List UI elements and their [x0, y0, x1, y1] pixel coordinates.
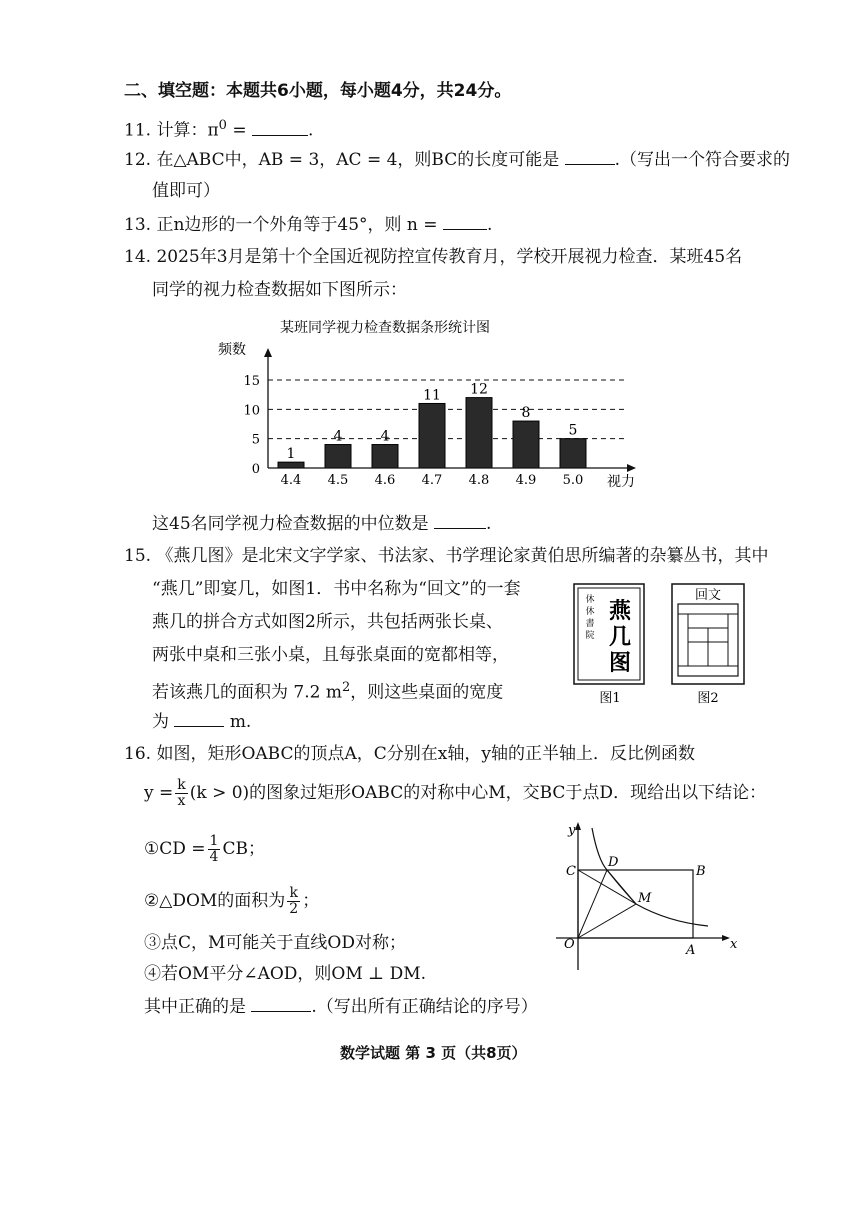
bar-4.9	[513, 421, 539, 468]
x-axis-arrow	[722, 935, 730, 941]
bar-4.8	[466, 398, 492, 468]
answer-blank[interactable]	[174, 710, 224, 727]
figure-2-label: 图2	[697, 691, 719, 706]
q15-line5-a: 若该燕几的面积为 7.2 m	[152, 682, 342, 703]
label-o: O	[564, 937, 575, 952]
question-number: 12.	[124, 150, 152, 170]
question-15	[124, 545, 768, 567]
numerator: k	[177, 777, 186, 793]
q14-question	[152, 512, 491, 535]
answer-blank[interactable]	[434, 512, 486, 529]
label-m: M	[638, 891, 652, 906]
q14-line2: 同学的视力检查数据如下图所示：	[152, 280, 407, 300]
q15-line1: 《燕几图》是北宋文字学家、书法家、书学理论家黄伯思所编著的杂纂丛书，其中	[156, 546, 769, 566]
numerator: k	[287, 886, 300, 902]
y-axis-arrow	[575, 822, 581, 830]
chart-title: 某班同学视力检查数据条形统计图	[280, 320, 490, 336]
q16-y-eq: y =	[144, 783, 174, 803]
x-axis-arrow	[627, 464, 636, 472]
q16-answer-a: 其中正确的是	[144, 997, 246, 1017]
q16-answer	[144, 995, 538, 1018]
bar-4.4	[278, 462, 304, 468]
bar-4.5	[325, 445, 351, 468]
figure-1-title-char-3: 图	[608, 650, 632, 676]
x-tick-label-4.8: 4.8	[468, 473, 490, 488]
figure-1-title-char-1: 燕	[608, 598, 632, 624]
c2-a: ②△DOM的面积为	[144, 891, 286, 911]
q12-line1: 在△ABC中，AB = 3，AC = 4，则BC的长度可能是	[156, 150, 560, 170]
bar-5.0	[560, 439, 586, 468]
question-13	[124, 213, 492, 236]
y-axis-arrow	[264, 348, 272, 357]
answer-blank[interactable]	[443, 213, 487, 230]
figure-1-side-1: 休	[585, 595, 595, 605]
q11-exponent: 0	[218, 118, 227, 133]
q15-unit: m.	[229, 712, 252, 732]
figure-2	[668, 580, 748, 710]
q16-line1: 如图，矩形OABC的顶点A，C分别在x轴，y轴的正半轴上．反比例函数	[156, 744, 695, 764]
data-label-4.6: 4	[380, 428, 390, 445]
figure-1	[570, 580, 650, 710]
hyperbola	[592, 828, 708, 926]
y-tick-label: 10	[243, 403, 260, 419]
question-number: 11.	[124, 120, 152, 141]
question-16	[124, 743, 695, 765]
conclusion-2	[144, 886, 319, 917]
q15-line5-b: ，则这些桌面的宽度	[350, 682, 504, 703]
segment-cm	[578, 870, 636, 904]
question-12	[124, 148, 790, 171]
denominator: 2	[289, 901, 299, 917]
y-tick-label: 15	[243, 374, 260, 389]
segment-om	[578, 904, 636, 938]
x-tick-label-4.7: 4.7	[421, 473, 443, 488]
question-number: 16.	[124, 744, 152, 764]
segment-od	[578, 870, 607, 938]
fraction-k-over-2	[287, 886, 300, 917]
data-label-4.8: 12	[470, 381, 488, 398]
x-tick-label-4.6: 4.6	[374, 473, 396, 488]
denominator: 4	[209, 849, 219, 865]
q12-line1-tail: .（写出一个符合要求的	[614, 150, 791, 170]
q16-answer-b: .（写出所有正确结论的序号）	[311, 997, 538, 1017]
q14-line1: 2025年3月是第十个全国近视防控宣传教育月，学校开展视力检查．某班45名	[156, 247, 743, 267]
figure-1-side-3: 書	[585, 619, 595, 629]
q16-figure	[548, 820, 748, 980]
q14-question-text: 这45名同学视力检查数据的中位数是	[152, 514, 429, 534]
question-11: 11. 计算：$\pi^0$ = .	[124, 118, 314, 141]
q15-line5	[152, 677, 503, 704]
y-tick-label: 0	[251, 462, 260, 477]
conclusion-3: ③点C，M可能关于直线OD对称；	[144, 933, 406, 953]
label-c: C	[566, 864, 576, 879]
numerator: 1	[209, 833, 219, 849]
x-tick-label-4.5: 4.5	[327, 473, 349, 488]
q13-tail: .	[486, 215, 493, 235]
section-title: 二、填空题：本题共6小题，每小题4分，共24分。	[124, 81, 512, 101]
c1-b: CB；	[222, 839, 265, 859]
chart-bars	[278, 398, 586, 468]
question-number: 15.	[124, 546, 152, 566]
answer-blank[interactable]	[252, 119, 308, 136]
q14-tail: .	[486, 514, 492, 534]
question-14	[124, 246, 742, 268]
fraction-k-over-x	[175, 778, 187, 809]
x-tick-label-4.4: 4.4	[280, 473, 302, 488]
conclusion-1	[144, 834, 265, 865]
answer-blank[interactable]	[251, 995, 311, 1012]
answer-blank[interactable]	[565, 148, 615, 165]
q16-line2-b: (k > 0)的图象过矩形OABC的对称中心M，交BC于点D．现给出以下结论：	[189, 783, 767, 803]
q13-text: 正n边形的一个外角等于45°，则 n =	[156, 215, 438, 235]
q12-line2: 值即可）	[152, 181, 220, 201]
data-label-4.5: 4	[333, 428, 343, 445]
question-number: 13.	[124, 215, 152, 235]
x-tick-label-4.9: 4.9	[515, 473, 537, 488]
q16-line2	[144, 778, 766, 809]
figure-2-title: 回文	[694, 588, 722, 603]
figure-1-label: 图1	[599, 691, 621, 706]
question-number: 14.	[124, 247, 152, 267]
bar-chart	[210, 316, 650, 496]
q15-line6	[152, 710, 251, 733]
figure-1-title-char-2: 几	[608, 624, 632, 650]
data-label-4.9: 8	[521, 405, 531, 422]
y-tick-label: 5	[251, 432, 260, 448]
y-axis-label: 频数	[218, 342, 246, 358]
q15-area-exponent: 2	[341, 680, 351, 695]
label-y: y	[568, 823, 576, 838]
x-tick-label-5.0: 5.0	[562, 473, 584, 488]
bar-4.7	[419, 403, 445, 468]
figure-1-side-2: 休	[585, 607, 595, 617]
c2-b: ；	[302, 891, 320, 911]
q15-line6-a: 为	[152, 712, 169, 732]
label-x: x	[730, 937, 738, 952]
data-label-4.4: 1	[286, 446, 296, 463]
q15-line3: 燕几的拼合方式如图2所示，共包括两张长桌、	[152, 612, 503, 632]
page-footer: 数学试题 第 3 页（共8页）	[340, 1044, 527, 1062]
x-axis-label: 视力	[607, 474, 635, 490]
label-a: A	[686, 943, 696, 958]
q15-line2: “燕几”即宴几，如图1．书中名称为“回文”的一套	[152, 579, 521, 599]
label-d: D	[608, 855, 619, 870]
fraction-one-quarter	[208, 834, 221, 865]
conclusion-4: ④若OM平分∠AOD，则OM ⊥ DM.	[144, 964, 427, 984]
denominator: x	[177, 793, 186, 809]
bar-4.6	[372, 445, 398, 468]
label-b: B	[696, 864, 706, 879]
q11-eq: =	[226, 120, 247, 141]
data-label-5.0: 5	[568, 422, 578, 439]
data-label-4.7: 11	[423, 387, 441, 404]
q11-text: 计算：π	[156, 120, 219, 141]
q15-line4: 两张中桌和三张小桌，且每张桌面的宽都相等，	[152, 645, 509, 665]
segment-dm	[607, 870, 636, 904]
figure-1-side-4: 院	[585, 631, 595, 641]
c1-a: ①CD =	[144, 839, 206, 859]
